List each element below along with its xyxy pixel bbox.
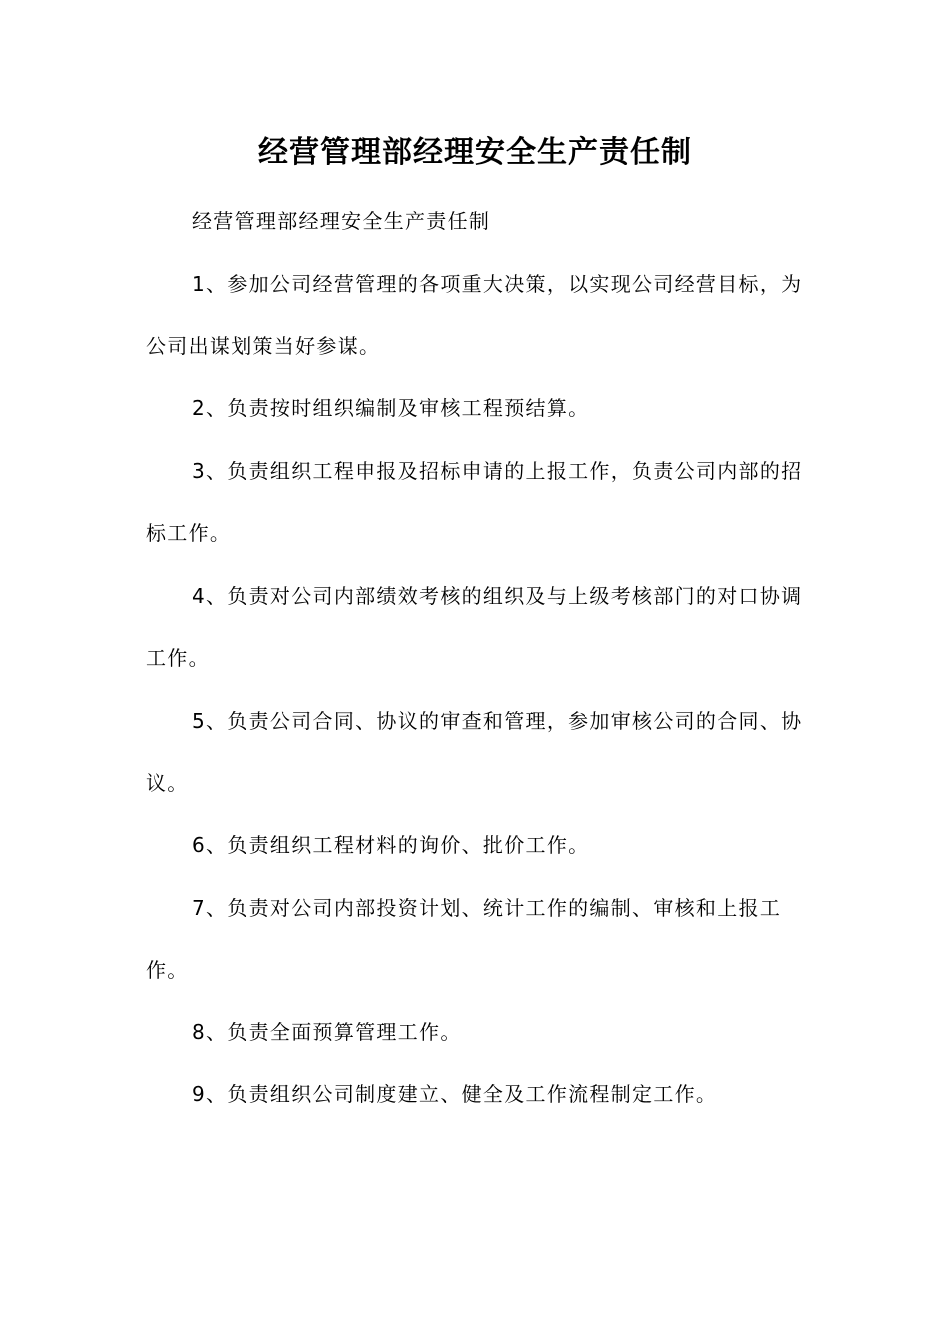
paragraph-item-3: 3、负责组织工程申报及招标申请的上报工作，负责公司内部的招标工作。 [146,459,803,545]
paragraph-heading: 经营管理部经理安全生产责任制 [192,209,491,233]
document-body [146,206,806,1141]
paragraph-item-1: 1、参加公司经营管理的各项重大决策，以实现公司经营目标，为公司出谋划策当好参谋。 [146,272,803,358]
paragraph-item-9: 9、负责组织公司制度建立、健全及工作流程制定工作。 [192,1082,718,1106]
paragraph-item-8: 8、负责全面预算管理工作。 [192,1020,462,1044]
paragraph-item-2: 2、负责按时组织编制及审核工程预结算。 [192,396,590,420]
paragraph-item-4: 4、负责对公司内部绩效考核的组织及与上级考核部门的对口协调工作。 [146,584,803,670]
paragraph-item-6: 6、负责组织工程材料的询价、批价工作。 [192,833,590,857]
paragraph-item-5: 5、负责公司合同、协议的审查和管理，参加审核公司的合同、协议。 [146,709,803,795]
paragraph-item-7: 7、负责对公司内部投资计划、统计工作的编制、审核和上报工作。 [146,896,782,982]
document-title: 经营管理部经理安全生产责任制 [258,135,692,170]
